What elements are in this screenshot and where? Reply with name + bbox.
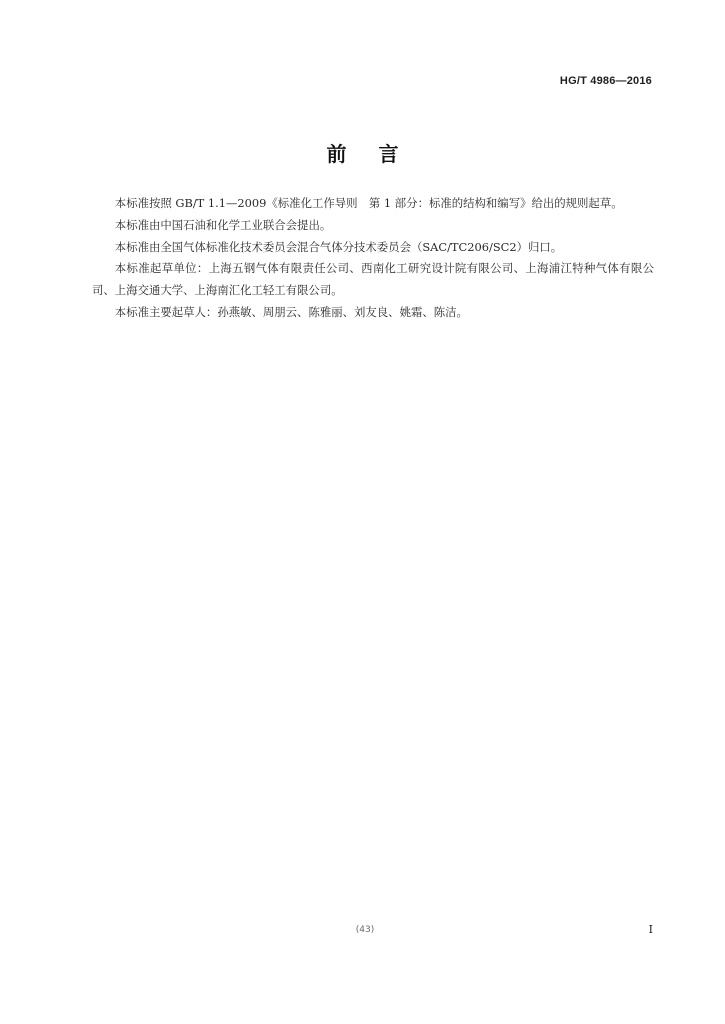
paragraph-drafting-units: 本标准起草单位：上海五钢气体有限责任公司、西南化工研究设计院有限公司、上海浦江特种气体有限公司、上海交通大学、上海南汇化工轻工有限公司。 <box>92 261 654 298</box>
roman-page-number: I <box>648 923 653 936</box>
standard-code: HG/T 4986—2016 <box>559 75 652 87</box>
page-title: 前言 <box>326 142 431 166</box>
paragraph-proposer: 本标准由中国石油和化学工业联合会提出。 <box>114 217 332 232</box>
paragraph-committee: 本标准由全国气体标准化技术委员会混合气体分技术委员会（SAC/TC206/SC2）归口。 <box>114 239 563 254</box>
footer-page-number: (43) <box>355 925 375 935</box>
foreword-body <box>92 193 654 324</box>
paragraph-drafting-rules: 本标准按照 GB/T 1.1—2009《标准化工作导则 第 1 部分：标准的结构和编写》给出的规则起草。 <box>114 196 623 210</box>
paragraph-drafters: 本标准主要起草人：孙燕敏、周朋云、陈雅丽、刘友良、姚霜、陈洁。 <box>114 304 468 319</box>
